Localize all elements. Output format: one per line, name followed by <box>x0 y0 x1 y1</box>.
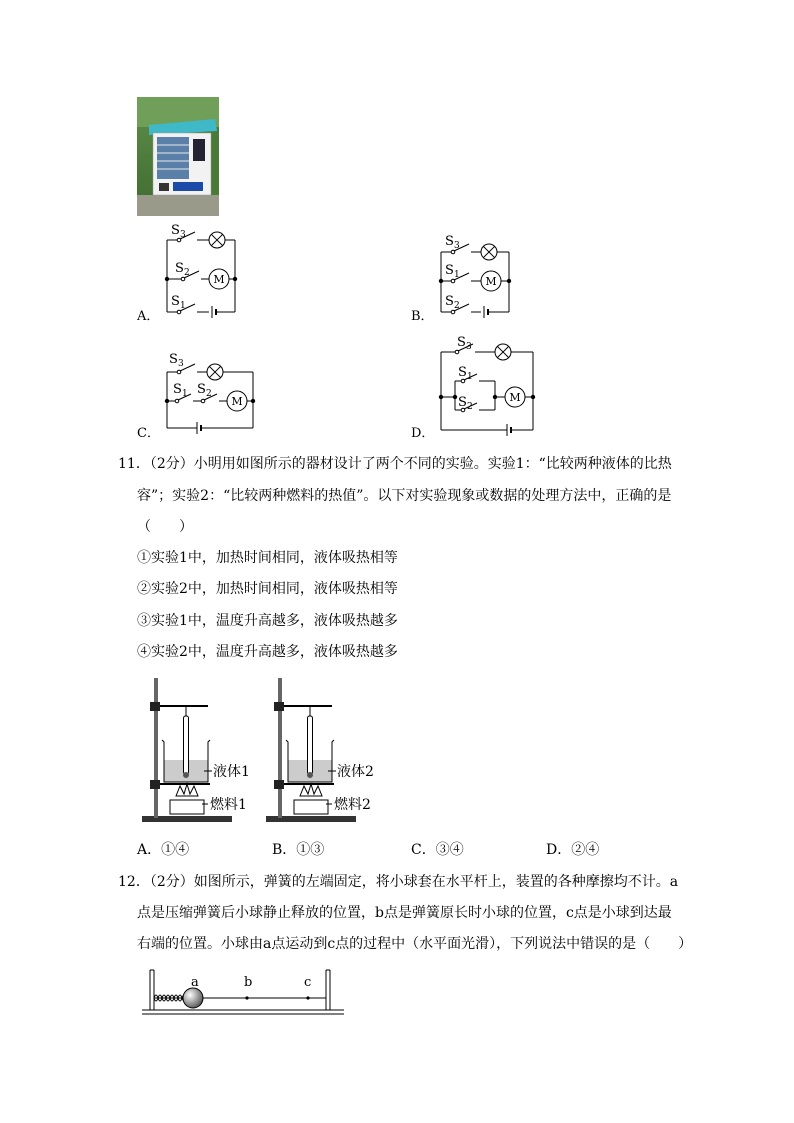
svg-text:3: 3 <box>178 359 184 369</box>
svg-text:1: 1 <box>180 301 186 311</box>
option-letter: D． <box>411 426 435 440</box>
q11-statement-1: ①实验1中，加热时间相同，液体吸热相等 <box>137 550 398 566</box>
circuit-diagram-a <box>137 224 267 324</box>
svg-text:S: S <box>445 234 454 249</box>
svg-text:S: S <box>173 382 182 397</box>
svg-text:M: M <box>231 395 243 408</box>
liquid-label: 液体1 <box>213 764 250 780</box>
fuel-label: 燃料1 <box>210 797 247 813</box>
spring-ball-diagram <box>140 964 350 1018</box>
q12-stem-line-2: 点是压缩弹簧后小球静止释放的位置，b点是弹簧原长时小球的位置，c点是小球到达最 <box>137 905 672 921</box>
svg-text:1: 1 <box>454 270 460 280</box>
svg-text:S: S <box>458 395 467 410</box>
svg-text:S: S <box>457 335 466 350</box>
q11-option-b[interactable]: B．①③ <box>272 842 325 858</box>
option-letter: B． <box>411 309 434 324</box>
q11-option-a[interactable]: A．①④ <box>137 842 190 858</box>
q12-stem-line-3: 右端的位置。小球由a点运动到c点的过程中（水平面光滑），下列说法中错误的是（ ） <box>137 936 693 952</box>
option-letter: A． <box>137 309 160 324</box>
q11-answer-bracket: （ ） <box>137 519 193 535</box>
svg-text:M: M <box>509 391 521 404</box>
svg-text:2: 2 <box>454 301 460 311</box>
svg-text:1: 1 <box>182 389 188 399</box>
svg-text:3: 3 <box>180 230 186 240</box>
circuit-option-a[interactable] <box>137 224 267 324</box>
svg-text:S: S <box>171 224 180 238</box>
liquid-label: 液体2 <box>337 764 374 780</box>
svg-text:S: S <box>171 294 180 309</box>
q11-stem-line-2: 容”；实验2：“比较两种燃料的热值”。以下对实验现象或数据的处理方法中，正确的是 <box>137 488 672 504</box>
svg-text:S: S <box>458 365 467 380</box>
fuel-label: 燃料2 <box>334 797 371 813</box>
svg-text:1: 1 <box>467 372 473 382</box>
q12-stem-line-1: 12．（2分）如图所示，弹簧的左端固定，将小球套在水平杆上，装置的各种摩擦均不计。a <box>118 874 679 890</box>
point-b-label: b <box>244 975 253 990</box>
svg-text:M: M <box>485 275 497 288</box>
svg-text:S: S <box>169 352 178 367</box>
vending-machine-photo <box>137 97 219 216</box>
svg-text:S: S <box>175 261 184 276</box>
svg-text:2: 2 <box>206 389 212 399</box>
q11-option-d[interactable]: D．②④ <box>546 842 600 858</box>
circuit-option-b[interactable] <box>411 232 531 326</box>
circuit-diagram-c <box>137 346 267 441</box>
heating-apparatus-1 <box>140 676 265 826</box>
circuit-diagram-d <box>411 334 541 440</box>
svg-text:S: S <box>445 263 454 278</box>
svg-text:2: 2 <box>467 402 473 412</box>
point-a-label: a <box>191 975 199 990</box>
svg-text:S: S <box>197 382 206 397</box>
svg-text:3: 3 <box>466 342 472 352</box>
heating-apparatus-2 <box>264 676 389 826</box>
svg-text:2: 2 <box>184 268 190 278</box>
svg-text:3: 3 <box>454 241 460 251</box>
q11-statement-2: ②实验2中，加热时间相同，液体吸热相等 <box>137 581 398 597</box>
circuit-option-c[interactable] <box>137 346 267 441</box>
svg-text:M: M <box>213 273 225 286</box>
circuit-diagram-b <box>411 232 531 326</box>
q11-statement-3: ③实验1中，温度升高越多，液体吸热越多 <box>137 613 398 629</box>
point-c-label: c <box>304 975 312 990</box>
q11-option-c[interactable]: C．③④ <box>411 842 464 858</box>
svg-text:S: S <box>445 294 454 309</box>
option-letter: C． <box>137 426 160 441</box>
circuit-option-d[interactable] <box>411 334 541 440</box>
q11-statement-4: ④实验2中，温度升高越多，液体吸热越多 <box>137 644 398 660</box>
q11-stem-line-1: 11．（2分）小明用如图所示的器材设计了两个不同的实验。实验1：“比较两种液体的比热 <box>118 456 672 472</box>
